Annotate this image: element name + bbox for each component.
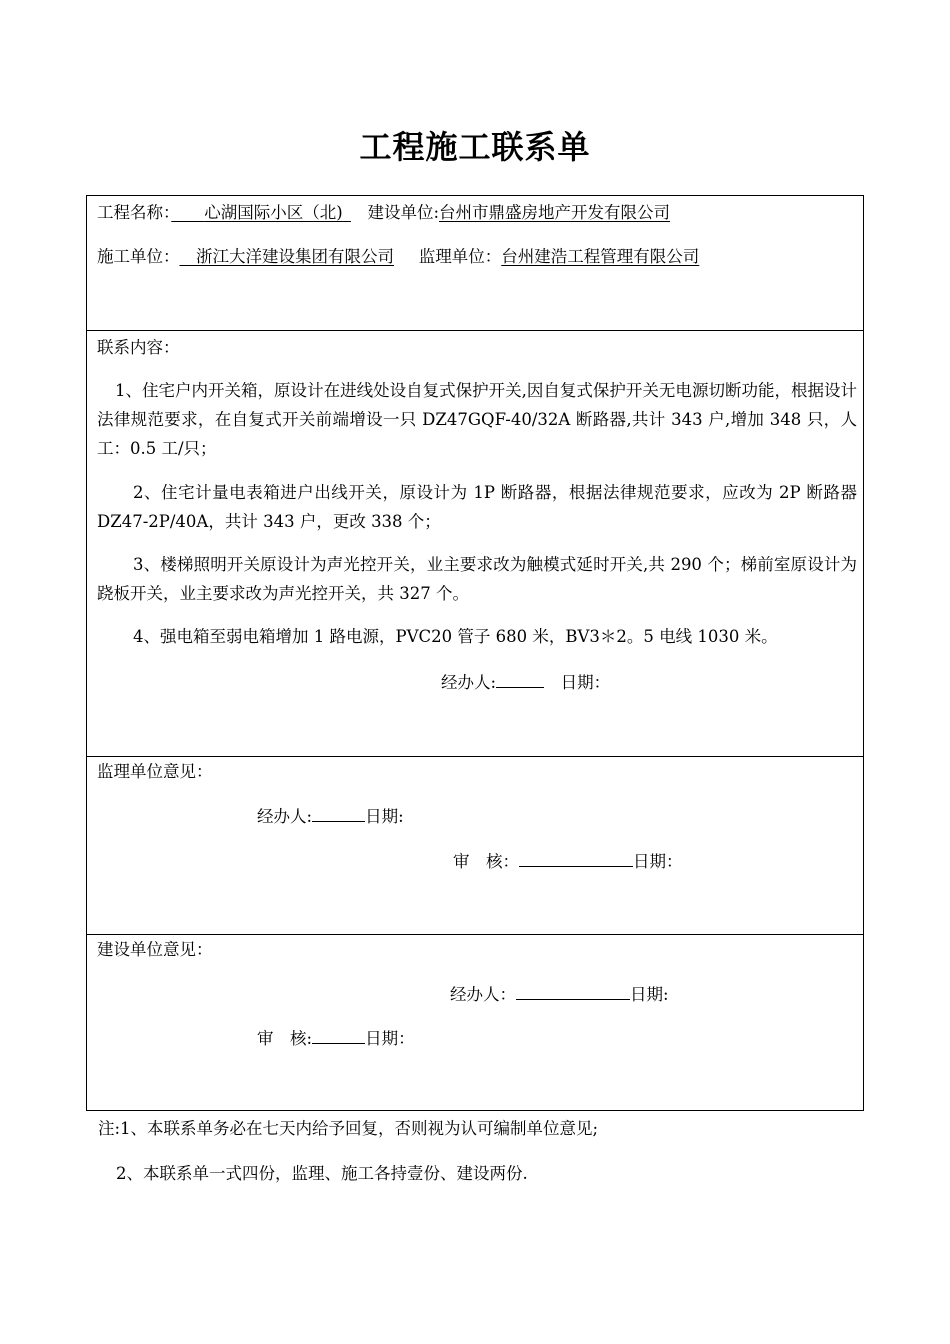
supervision-date-label: 日期: — [365, 807, 404, 826]
supervision-review-blank — [519, 850, 633, 867]
construction-review-blank — [312, 1027, 365, 1044]
document-title: 工程施工联系单 — [359, 128, 591, 166]
builder-label: 建设单位: — [367, 203, 439, 222]
contractor-value: 浙江大洋建设集团有限公司 — [196, 247, 394, 266]
supervision-handler-blank — [312, 805, 365, 822]
content-date-label: 日期： — [560, 673, 611, 692]
construction-review-date-label: 日期： — [365, 1029, 415, 1048]
project-value: 心湖国际小区（北) — [204, 203, 343, 222]
note-line-2: 2、本联系单一式四份，监理、施工各持壹份、建设两份. — [116, 1164, 528, 1183]
project-label: 工程名称： — [97, 203, 172, 222]
construction-review-row — [257, 1027, 415, 1049]
contractor-label: 施工单位： — [97, 247, 180, 266]
content-label: 联系内容： — [97, 338, 180, 357]
supervisor-label: 监理单位： — [418, 247, 502, 266]
content-section — [87, 330, 863, 757]
supervision-review-date-label: 日期： — [633, 852, 683, 871]
content-item-1: 1、住宅户内开关箱，原设计在进线处设自复式保护开关,因自复式保护开关无电源切断功能，根据设计法律规范要求，在自复式开关前端增设一只 DZ47GQF-40/32A 断路器,共计 343 户,增加 348 只，人工：0.5 工/只； — [97, 381, 857, 458]
construction-handler-label: 经办人： — [450, 985, 516, 1004]
builder-value: 台州市鼎盛房地产开发有限公司 — [439, 203, 670, 222]
construction-handler-blank — [516, 983, 630, 1000]
project-row — [97, 203, 670, 223]
content-handler-blank — [496, 671, 544, 688]
content-handler-label: 经办人: — [441, 673, 497, 692]
content-signature-row — [441, 671, 610, 693]
construction-date-label: 日期: — [630, 985, 669, 1004]
contractor-row — [97, 247, 699, 267]
supervision-handler-row — [257, 805, 404, 827]
construction-handler-row — [450, 983, 669, 1005]
supervision-section — [87, 756, 863, 935]
supervision-review-row — [453, 850, 683, 872]
supervisor-value: 台州建浩工程管理有限公司 — [501, 247, 700, 266]
supervision-review-label: 审 核： — [453, 852, 519, 871]
content-item-2: 2、住宅计量电表箱进户出线开关，原设计为 1P 断路器，根据法律规范要求，应改为 2P 断路器 DZ47-2P/40A，共计 343 户，更改 338 个； — [97, 483, 857, 531]
construction-section — [87, 934, 863, 1110]
construction-label: 建设单位意见： — [97, 940, 213, 959]
header-section — [87, 196, 863, 331]
supervision-handler-label: 经办人: — [257, 807, 313, 826]
content-item-4: 4、强电箱至弱电箱增加 1 路电源，PVC20 管子 680 米，BV3＊2。5 电线 1030 米。 — [133, 627, 778, 646]
note-line-1: 注:1、本联系单务必在七天内给予回复，否则视为认可编制单位意见; — [98, 1119, 599, 1138]
construction-review-label: 审 核: — [257, 1029, 313, 1048]
content-item-3: 3、楼梯照明开关原设计为声光控开关，业主要求改为触模式延时开关,共 290 个；梯前室原设计为跷板开关，业主要求改为声光控开关，共 327 个。 — [97, 555, 857, 603]
contact-form — [86, 195, 864, 1111]
supervision-label: 监理单位意见： — [97, 762, 213, 781]
